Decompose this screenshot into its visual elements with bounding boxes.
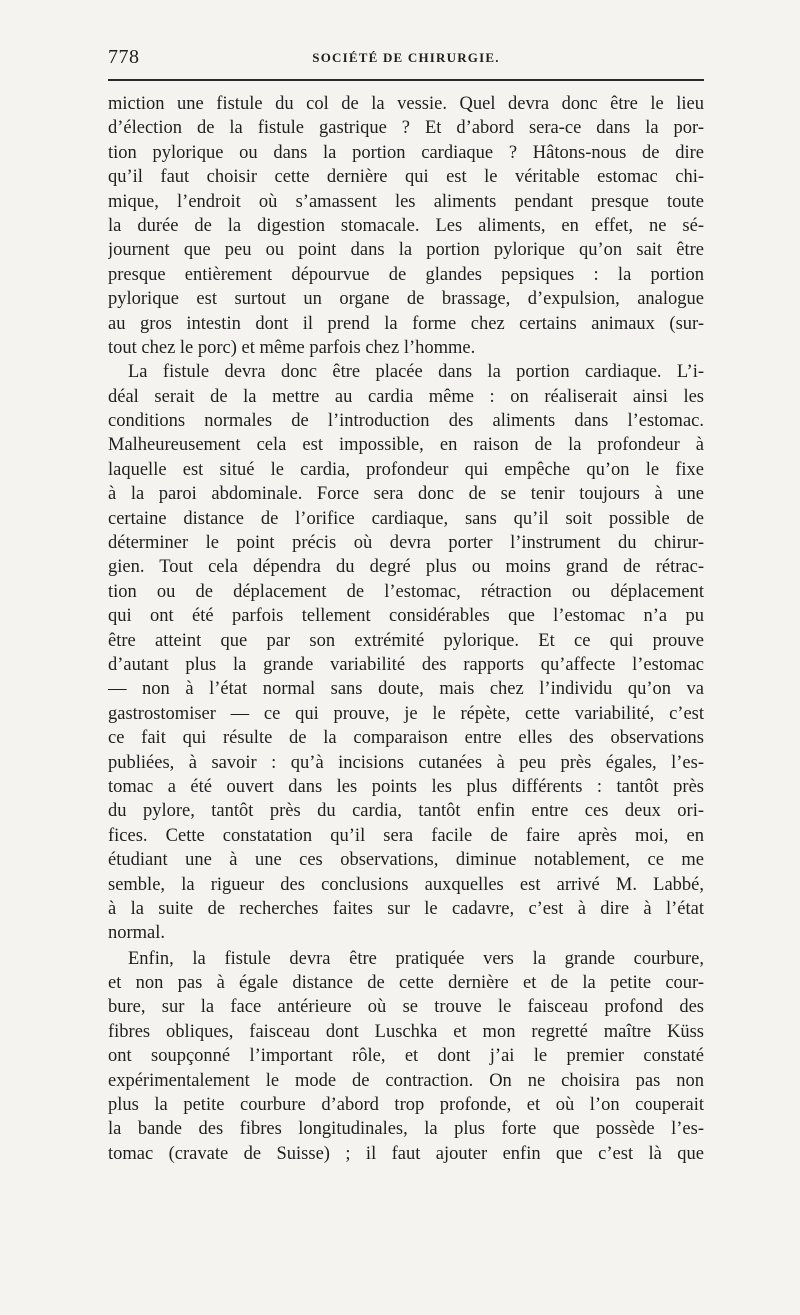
text-line: tout chez le porc) et même parfois chez l’homme. [108, 337, 476, 358]
text-line: tion ou de déplacement de l’estomac, rétraction ou déplacement [108, 581, 704, 602]
text-line: semble, la rigueur des conclusions auxquelles est arrivé M. Labbé, [108, 874, 704, 895]
text-line: à la suite de recherches faites sur le cadavre, c’est à dire à l’état [108, 898, 704, 919]
text-line: tomac a été ouvert dans les points les plus différents : tantôt près [108, 776, 704, 797]
text-line: conditions normales de l’introduction des aliments dans l’estomac. [108, 411, 704, 432]
text-line: étudiant une à une ces observations, diminue notablement, ce me [108, 850, 704, 871]
text-line: Enfin, la fistule devra être pratiquée vers la grande courbure, [128, 948, 704, 969]
text-line: la durée de la digestion stomacale. Les aliments, en effet, ne sé- [108, 215, 704, 236]
text-line: certaine distance de l’orifice cardiaque, sans qu’il soit possible de [108, 508, 704, 529]
text-line: pylorique est surtout un organe de brassage, d’expulsion, analogue [108, 289, 704, 310]
text-line: du pylore, tantôt près du cardia, tantôt enfin entre ces deux ori- [108, 801, 704, 822]
text-line: laquelle est situé le cardia, profondeur qui empêche qu’on le fixe [108, 459, 704, 480]
text-line: au gros intestin dont il prend la forme chez certains animaux (sur- [108, 313, 704, 334]
text-line: bure, sur la face antérieure où se trouve le faisceau profond des [108, 997, 704, 1018]
text-line: normal. [108, 923, 166, 944]
text-line: journent que peu ou point dans la portion pylorique qu’on sait être [108, 240, 704, 261]
text-line: gien. Tout cela dépendra du degré plus ou moins grand de rétrac- [108, 557, 704, 578]
text-line: à la paroi abdominale. Force sera donc de se tenir toujours à une [108, 484, 704, 505]
text-line: ont soupçonné l’important rôle, et dont j’ai le premier constaté [108, 1046, 704, 1067]
text-line: déterminer le point précis où devra porter l’instrument du chirur- [108, 533, 704, 554]
page-header [108, 46, 704, 70]
text-line: fices. Cette constatation qu’il sera facile de faire après moi, en [108, 825, 704, 846]
text-line: qui ont été parfois tellement considérables que l’estomac n’a pu [108, 606, 704, 627]
text-line: publiées, à savoir : qu’à incisions cutanées à peu près égales, l’es- [108, 752, 704, 773]
text-line: d’autant plus la grande variabilité des rapports qu’affecte l’estomac [108, 654, 704, 675]
text-line: plus la petite courbure d’abord trop profonde, et où l’on couperait [108, 1095, 704, 1116]
text-line: fibres obliques, faisceau dont Luschka et mon regretté maître Küss [108, 1021, 704, 1042]
text-line: miction une fistule du col de la vessie. Quel devra donc être le lieu [108, 94, 704, 114]
text-line: déal serait de la mettre au cardia même : on réaliserait ainsi les [108, 386, 704, 407]
running-title: SOCIÉTÉ DE CHIRURGIE. [312, 50, 500, 65]
text-line: et non pas à égale distance de cette dernière et de la petite cour- [108, 973, 704, 994]
text-line: — non à l’état normal sans doute, mais chez l’individu qu’on va [108, 679, 704, 700]
body-text [108, 92, 704, 1166]
header-rule [108, 79, 704, 81]
text-line: gastrostomiser — ce qui prouve, je le répète, cette variabilité, c’est [108, 703, 704, 724]
text-line: d’élection de la fistule gastrique ? Et d’abord sera-ce dans la por- [108, 118, 704, 139]
text-line: être atteint que par son extrémité pylorique. Et ce qui prouve [108, 630, 704, 651]
text-line: qu’il faut choisir cette dernière qui est le véritable estomac chi- [108, 167, 704, 188]
page-number: 778 [108, 46, 140, 68]
text-line: presque entièrement dépourvue de glandes pepsiques : la portion [108, 264, 704, 285]
text-line: expérimentalement le mode de contraction. On ne choisira pas non [108, 1070, 704, 1091]
text-line: mique, l’endroit où s’amassent les aliments pendant presque toute [108, 191, 704, 212]
text-line: tomac (cravate de Suisse) ; il faut ajouter enfin que c’est là que [108, 1143, 704, 1164]
text-line: Malheureusement cela est impossible, en raison de la profondeur à [108, 435, 704, 456]
text-line: ce fait qui résulte de la comparaison entre elles des observations [108, 728, 704, 749]
text-line: tion pylorique ou dans la portion cardiaque ? Hâtons-nous de dire [108, 142, 704, 163]
text-line: La fistule devra donc être placée dans la portion cardiaque. L’i- [128, 362, 704, 383]
text-line: la bande des fibres longitudinales, la plus forte que possède l’es- [108, 1119, 704, 1140]
